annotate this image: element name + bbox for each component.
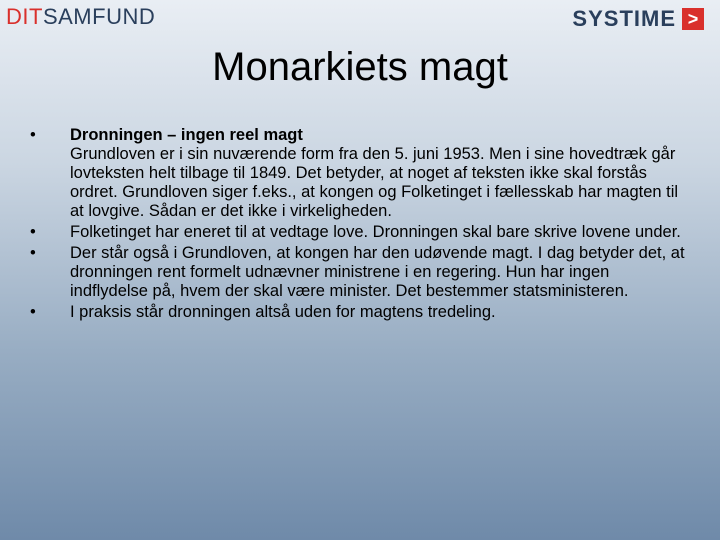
- bullet-list: [26, 126, 686, 324]
- bullet-icon: •: [30, 303, 36, 321]
- logo-dit-text: DIT: [6, 4, 43, 29]
- bullet-item: [26, 303, 686, 322]
- bullet-icon: •: [30, 126, 36, 144]
- bullet-item: [26, 244, 686, 301]
- bullet-text: Folketinget har eneret til at vedtage love. Dronningen skal bare skrive lovene under.: [70, 223, 681, 241]
- bullet-item: [26, 126, 686, 221]
- bullet-text: I praksis står dronningen altså uden for magtens tredeling.: [70, 303, 496, 321]
- bullet-item: [26, 223, 686, 242]
- bullet-heading: Dronningen – ingen reel magt: [70, 126, 303, 144]
- chevron-right-icon: >: [682, 8, 704, 30]
- systime-logo: [572, 6, 704, 32]
- bullet-icon: •: [30, 223, 36, 241]
- bullet-icon: •: [30, 244, 36, 262]
- dit-samfund-logo: [6, 4, 155, 30]
- logo-samfund-text: SAMFUND: [42, 4, 156, 29]
- bullet-text: Der står også i Grundloven, at kongen har den udøvende magt. I dag betyder det, at dronningen rent formelt udnævner ministrene i en regering. Hun har ingen indflydelse på, hvem der skal være minister. Det bestemmer statsministeren.: [70, 244, 685, 300]
- logo-systime-text: SYSTIME: [572, 6, 676, 31]
- slide-title: Monarkiets magt: [212, 45, 508, 89]
- bullet-text: Grundloven er i sin nuværende form fra den 5. juni 1953. Men i sine hovedtræk går lovteksten helt tilbage til 1849. Det betyder, at noget af teksten ikke skal forstås ordret. Grundloven siger f.eks., at kongen og Folketinget i fællesskab har magten til at lovgive. Sådan er det ikke i virkeligheden.: [70, 145, 679, 220]
